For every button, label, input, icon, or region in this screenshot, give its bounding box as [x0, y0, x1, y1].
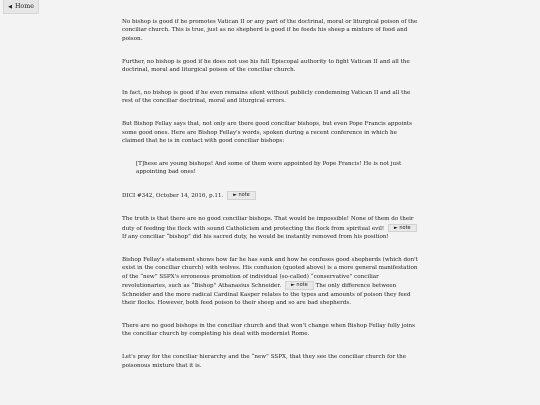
paragraph-text: If any conciliar “bishop” did his sacred duty, he would be instantly removed from his position! — [122, 234, 389, 241]
paragraph: In fact, no bishop is good if he even remains silent without publicly condemning Vatican II and all the rest of the conciliar doctrinal, moral and liturgical errors. — [122, 90, 411, 105]
note-button[interactable]: ► note — [388, 224, 417, 233]
paragraph: Further, no bishop is good if he does not use his full Episcopal authority to fight Vatican II and all the doctrinal, moral and liturgical poison of the conciliar church. — [122, 58, 410, 74]
paragraph: No bishop is good if he promotes Vatican II or any part of the doctrinal, moral or liturgical poison of the conciliar church. This is true, just as no shepherd is good if he feeds his sheep a mixture of food and poison. — [122, 19, 418, 42]
paragraph — [122, 215, 418, 241]
citation — [122, 191, 418, 200]
paragraph: There are no good bishops in the conciliar church and that won't change when Bishop Fellay fully joins the conciliar church by completing his deal with modernist Rome. — [122, 322, 416, 338]
block-quote: [T]hese are young bishops! And some of them were appointed by Pope Francis! He is not just appointing bad ones! — [136, 161, 402, 176]
paragraph — [122, 256, 418, 307]
paragraph: Let's pray for the conciliar hierarchy and the “new” SSPX, that they see the conciliar church for the poisonous mixture that it is. — [122, 354, 407, 369]
left-triangle-icon: ◀ — [8, 3, 12, 10]
note-button[interactable]: ► note — [227, 191, 256, 200]
paragraph-text: Bishop Fellay's statement shows how far he has sunk and how he confuses good shepherds (which don't exist in the conciliar church) with wolves. His confusion (quoted above) is a more general manifestation of the “new” SSPX's erroneous promotion of individual (so-called) “conservative” conciliar revolutionaries, such as “Bishop” Athanasius Schneider. — [122, 257, 418, 290]
paragraph-text: The only difference between Schneider and the more radical Cardinal Kasper relates to the types and amounts of poison they feed their flocks. However, both feed poison to their sheep and so are bad shepherds. — [122, 283, 411, 307]
article-body — [122, 18, 418, 385]
home-button[interactable] — [3, 0, 39, 14]
paragraph: But Bishop Fellay says that, not only are there good conciliar bishops, but even Pope Francis appoints some good ones. Here are Bishop Fellay's words, spoken during a recent conference in which he claimed that he is in contact with good conciliar bishops: — [122, 121, 412, 145]
note-button[interactable]: ► note — [285, 281, 314, 290]
home-label: Home — [14, 3, 34, 10]
citation-text: DICI #342, October 14, 2016, p.11. — [122, 193, 224, 200]
paragraph-text: The truth is that there are no good conciliar bishops. That would be impossible! None of them do their duty of feeding the flock with sound Catholicism and protecting the flock from spiritual evil! — [122, 216, 414, 232]
